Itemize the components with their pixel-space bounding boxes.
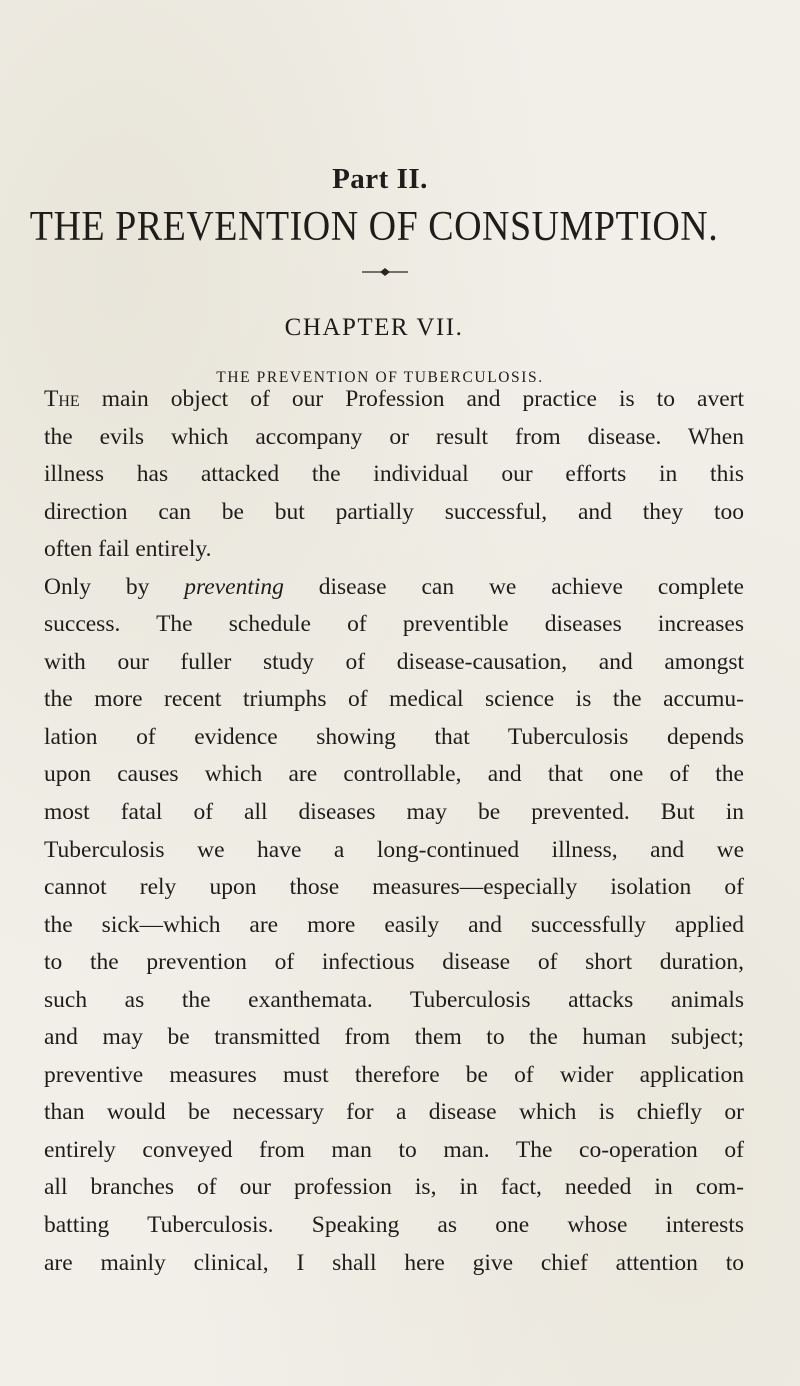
section-title: THE PREVENTION OF TUBERCULOSIS.	[216, 369, 544, 386]
text-line: the evils which accompany or result from disease. When	[44, 423, 744, 450]
text-line: with our fuller study of disease-causation, and amongst	[44, 648, 744, 675]
text-line: most fatal of all diseases may be prevented. But in	[44, 799, 744, 826]
text-line: all branches of our profession is, in fact, needed in com-	[44, 1174, 744, 1201]
text-line: are mainly clinical, I shall here give chief attention to	[44, 1249, 744, 1276]
main-title: THE PREVENTION OF CONSUMPTION.	[29, 203, 719, 251]
text-line	[44, 381, 744, 419]
text-line: preventive measures must therefore be of wider application	[44, 1061, 744, 1088]
text-line: the more recent triumphs of medical science is the accumu-	[44, 686, 744, 713]
text-line: such as the exanthemata. Tuberculosis attacks animals	[44, 986, 744, 1013]
text-line: entirely conveyed from man to man. The co-operation of	[44, 1136, 744, 1163]
body-text	[44, 381, 744, 1282]
text-line: illness has attacked the individual our efforts in this	[44, 461, 744, 488]
text-line: Tuberculosis we have a long-continued illness, and we	[44, 836, 744, 863]
text-line: direction can be but partially successful, and they too	[44, 498, 744, 525]
text-line: batting Tuberculosis. Speaking as one whose interests	[44, 1212, 744, 1239]
text-line: upon causes which are controllable, and that one of the	[44, 761, 744, 788]
line-text: disease can we achieve complete	[283, 573, 744, 600]
emphasis-text: preventing	[184, 573, 284, 600]
text-line: and may be transmitted from them to the human subject;	[44, 1024, 744, 1051]
text-line: cannot rely upon those measures—especially isolation of	[44, 874, 744, 901]
text-line: than would be necessary for a disease which is chiefly or	[44, 1099, 744, 1126]
text-line: often fail entirely.	[44, 536, 212, 563]
text-line: lation of evidence showing that Tuberculosis depends	[44, 723, 744, 750]
text-line	[44, 569, 744, 607]
text-line: success. The schedule of preventible diseases increases	[44, 611, 744, 638]
text-line: to the prevention of infectious disease of short duration,	[44, 949, 744, 976]
diamond-rule-ornament	[362, 267, 408, 277]
lead-word: The	[44, 386, 80, 412]
line-text: main object of our Profession and practice is to avert	[79, 386, 744, 412]
line-text: Only by	[44, 573, 185, 600]
text-line: the sick—which are more easily and successfully applied	[44, 911, 744, 938]
part-label: Part II.	[332, 163, 428, 195]
chapter-title: CHAPTER VII.	[284, 314, 464, 341]
